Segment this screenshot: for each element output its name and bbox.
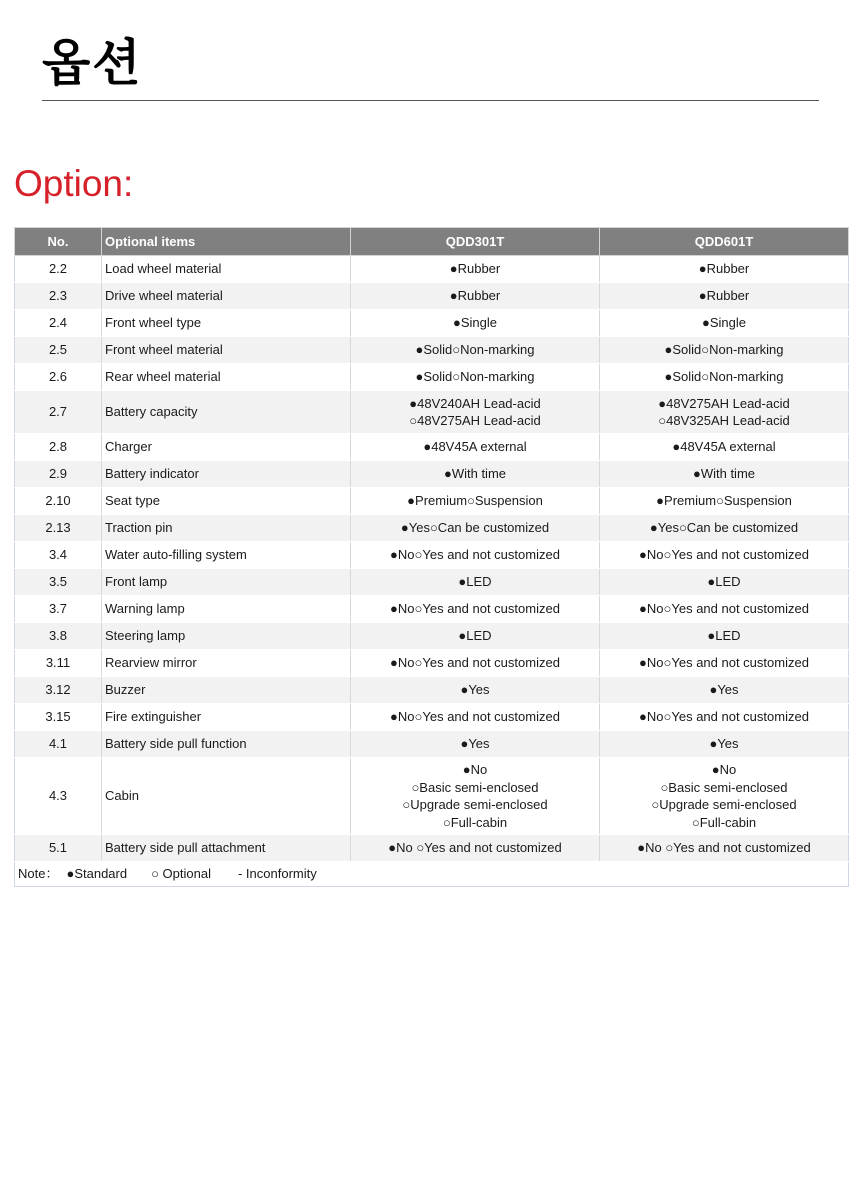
table-row <box>15 677 849 704</box>
table-row <box>15 337 849 364</box>
optional-item-name: Warning lamp <box>102 596 351 623</box>
qdd601t-value <box>600 391 849 434</box>
optional-item-name: Buzzer <box>102 677 351 704</box>
option-line: ●No <box>711 762 737 777</box>
optional-item-name: Rear wheel material <box>102 364 351 391</box>
table-row <box>15 731 849 758</box>
option-line: ●No○Yes and not customized <box>639 655 809 671</box>
optional-item-name: Drive wheel material <box>102 283 351 310</box>
section-heading: Option: <box>14 163 134 204</box>
row-number: 2.8 <box>15 434 102 461</box>
qdd301t-value <box>351 677 600 704</box>
table-row <box>15 623 849 650</box>
option-line: ●No○Yes and not customized <box>639 547 809 563</box>
option-line: ●No○Yes and not customized <box>639 601 809 617</box>
option-line: ●Rubber <box>449 261 501 277</box>
option-line: ●Yes○Can be customized <box>400 520 550 536</box>
table-row <box>15 364 849 391</box>
optional-item-name: Charger <box>102 434 351 461</box>
option-line: ●Yes <box>460 682 490 698</box>
option-line: ○48V275AH Lead-acid <box>409 413 541 428</box>
optional-item-name: Front wheel type <box>102 310 351 337</box>
header-optional-items: Optional items <box>102 228 351 256</box>
qdd301t-value <box>351 434 600 461</box>
row-number: 2.4 <box>15 310 102 337</box>
qdd301t-value <box>351 488 600 515</box>
optional-item-name: Battery capacity <box>102 391 351 434</box>
note-label: Note： <box>18 866 59 882</box>
option-line: ○Basic semi-enclosed <box>660 779 788 795</box>
row-number: 3.8 <box>15 623 102 650</box>
qdd301t-value <box>351 542 600 569</box>
header-model-qdd301t: QDD301T <box>351 228 600 256</box>
qdd601t-value <box>600 596 849 623</box>
option-line: ●No○Yes and not customized <box>390 709 560 725</box>
optional-item-name: Front wheel material <box>102 337 351 364</box>
option-line: ●Yes <box>460 736 490 752</box>
note-optional: ○ Optional <box>151 866 211 882</box>
qdd301t-value <box>351 256 600 283</box>
table-row <box>15 461 849 488</box>
title-divider <box>42 100 819 101</box>
row-number: 3.11 <box>15 650 102 677</box>
row-number: 2.2 <box>15 256 102 283</box>
option-line: ●No <box>462 762 488 777</box>
qdd301t-value <box>351 650 600 677</box>
option-line: ●No○Yes and not customized <box>390 601 560 617</box>
option-line: ●No○Yes and not customized <box>390 655 560 671</box>
optional-item-name: Battery side pull function <box>102 731 351 758</box>
row-number: 3.5 <box>15 569 102 596</box>
qdd301t-value <box>351 704 600 731</box>
option-line: ●LED <box>458 574 492 590</box>
qdd301t-value <box>351 758 600 835</box>
qdd601t-value <box>600 704 849 731</box>
qdd601t-value <box>600 488 849 515</box>
qdd301t-value <box>351 461 600 488</box>
note-cell <box>15 862 849 887</box>
table-row <box>15 434 849 461</box>
option-line: ●Yes <box>709 682 739 698</box>
qdd601t-value <box>600 364 849 391</box>
option-line: ●Rubber <box>698 261 750 277</box>
option-line: ●LED <box>707 574 741 590</box>
row-number: 5.1 <box>15 835 102 862</box>
optional-item-name: Fire extinguisher <box>102 704 351 731</box>
optional-item-name: Seat type <box>102 488 351 515</box>
option-line: ●Single <box>702 315 746 331</box>
qdd601t-value <box>600 650 849 677</box>
row-number: 2.7 <box>15 391 102 434</box>
optional-item-name: Steering lamp <box>102 623 351 650</box>
table-row <box>15 569 849 596</box>
option-line: ●48V240AH Lead-acid <box>409 395 541 411</box>
row-number: 3.4 <box>15 542 102 569</box>
table-row <box>15 391 849 434</box>
row-number: 4.3 <box>15 758 102 835</box>
qdd601t-value <box>600 569 849 596</box>
qdd601t-value <box>600 256 849 283</box>
optional-item-name: Rearview mirror <box>102 650 351 677</box>
option-line: ●No ○Yes and not customized <box>637 840 811 856</box>
row-number: 2.6 <box>15 364 102 391</box>
header-model-qdd601t: QDD601T <box>600 228 849 256</box>
optional-item-name: Water auto-filling system <box>102 542 351 569</box>
row-number: 2.3 <box>15 283 102 310</box>
qdd301t-value <box>351 731 600 758</box>
page-title: 옵션 <box>42 34 143 92</box>
table-row <box>15 704 849 731</box>
table-row <box>15 283 849 310</box>
qdd301t-value <box>351 283 600 310</box>
qdd301t-value <box>351 569 600 596</box>
qdd601t-value <box>600 310 849 337</box>
qdd601t-value <box>600 283 849 310</box>
option-line: ●48V275AH Lead-acid <box>658 395 790 411</box>
qdd601t-value <box>600 623 849 650</box>
option-line: ●With time <box>443 466 507 482</box>
row-number: 3.12 <box>15 677 102 704</box>
qdd301t-value <box>351 337 600 364</box>
option-line: ○Upgrade semi-enclosed <box>651 797 797 812</box>
qdd601t-value <box>600 461 849 488</box>
option-line: ●LED <box>707 628 741 644</box>
row-number: 2.13 <box>15 515 102 542</box>
header-no: No. <box>15 228 102 256</box>
note-standard: ●Standard <box>66 866 128 882</box>
option-line: ●No ○Yes and not customized <box>388 840 562 856</box>
option-line: ●LED <box>458 628 492 644</box>
qdd601t-value <box>600 758 849 835</box>
option-line: ○Full-cabin <box>442 814 508 830</box>
optional-item-name: Traction pin <box>102 515 351 542</box>
row-number: 3.7 <box>15 596 102 623</box>
option-line: ●Solid○Non-marking <box>415 342 535 358</box>
optional-item-name: Battery side pull attachment <box>102 835 351 862</box>
optional-item-name: Cabin <box>102 758 351 835</box>
option-line: ●Yes○Can be customized <box>649 520 799 536</box>
table-row <box>15 650 849 677</box>
row-number: 3.15 <box>15 704 102 731</box>
optional-item-name: Front lamp <box>102 569 351 596</box>
table-row <box>15 596 849 623</box>
optional-item-name: Battery indicator <box>102 461 351 488</box>
qdd301t-value <box>351 310 600 337</box>
note-row <box>15 862 849 887</box>
row-number: 4.1 <box>15 731 102 758</box>
option-line: ●With time <box>692 466 756 482</box>
option-line: ●Premium○Suspension <box>656 493 792 509</box>
row-number: 2.10 <box>15 488 102 515</box>
table-header-row <box>15 228 849 256</box>
option-line: ●48V45A external <box>672 439 776 455</box>
note-inconformity: - Inconformity <box>237 866 317 882</box>
table-row <box>15 542 849 569</box>
table-row <box>15 835 849 862</box>
optional-item-name: Load wheel material <box>102 256 351 283</box>
option-line: ●Rubber <box>698 288 750 304</box>
table-row <box>15 758 849 835</box>
qdd601t-value <box>600 337 849 364</box>
qdd601t-value <box>600 731 849 758</box>
qdd301t-value <box>351 623 600 650</box>
table-row <box>15 256 849 283</box>
option-line: ●No○Yes and not customized <box>390 547 560 563</box>
option-line: ○Basic semi-enclosed <box>411 779 539 795</box>
qdd301t-value <box>351 364 600 391</box>
option-line: ●Single <box>453 315 497 331</box>
table-body <box>15 256 849 887</box>
option-line: ●Solid○Non-marking <box>415 369 535 385</box>
qdd601t-value <box>600 434 849 461</box>
option-line: ○Upgrade semi-enclosed <box>402 797 548 812</box>
option-line: ●Solid○Non-marking <box>664 342 784 358</box>
qdd601t-value <box>600 542 849 569</box>
qdd301t-value <box>351 835 600 862</box>
option-line: ●Premium○Suspension <box>407 493 543 509</box>
qdd601t-value <box>600 835 849 862</box>
table-row <box>15 488 849 515</box>
option-line: ●No○Yes and not customized <box>639 709 809 725</box>
option-line: ○48V325AH Lead-acid <box>658 413 790 428</box>
option-line: ●Yes <box>709 736 739 752</box>
qdd601t-value <box>600 677 849 704</box>
qdd301t-value <box>351 515 600 542</box>
options-table <box>14 227 849 887</box>
table-row <box>15 310 849 337</box>
option-line: ●Rubber <box>449 288 501 304</box>
option-line: ●48V45A external <box>423 439 527 455</box>
table-row <box>15 515 849 542</box>
row-number: 2.9 <box>15 461 102 488</box>
qdd301t-value <box>351 391 600 434</box>
qdd301t-value <box>351 596 600 623</box>
qdd601t-value <box>600 515 849 542</box>
option-line: ○Full-cabin <box>691 814 757 830</box>
row-number: 2.5 <box>15 337 102 364</box>
option-line: ●Solid○Non-marking <box>664 369 784 385</box>
